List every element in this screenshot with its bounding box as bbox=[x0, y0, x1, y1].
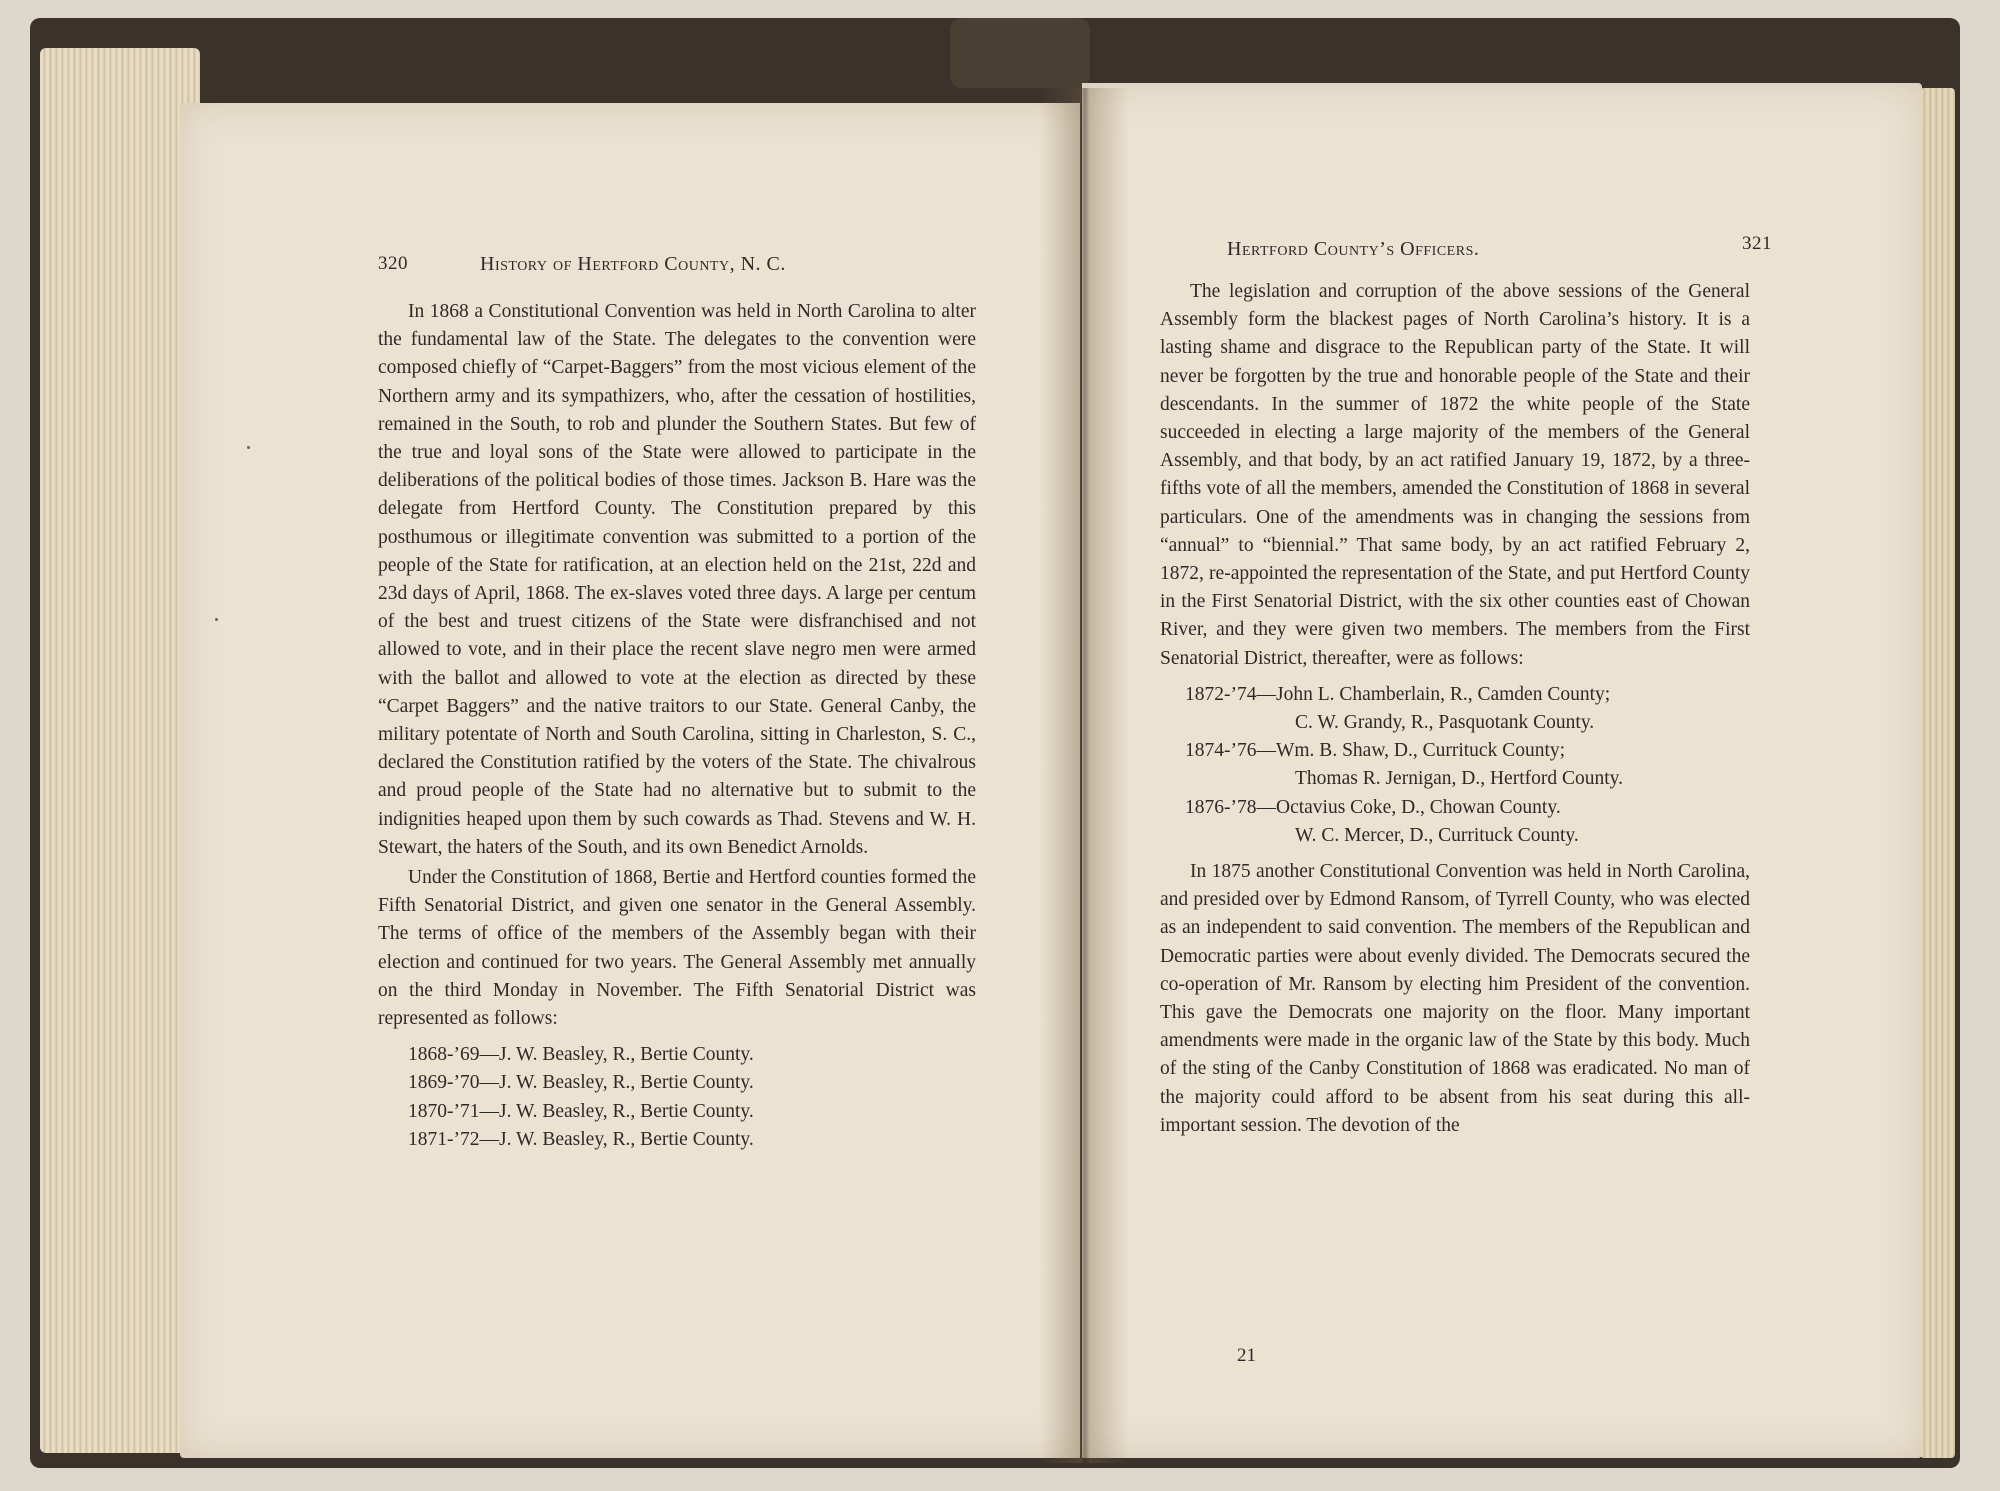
paper-speck bbox=[247, 446, 250, 449]
fifth-district-roster bbox=[378, 1041, 976, 1154]
right-page bbox=[1082, 83, 1922, 1458]
left-paragraph-1: In 1868 a Constitutional Convention was held in North Carolina to alter the fundamental law of the State. The delegates to the convention were composed chiefly of “Carpet-Baggers” from the most vicious element of the Northern army and its sympathizers, who, after the cessation of hostilities, remained in the South, to rob and plunder the Southern States. But few of the true and loyal sons of the State were allowed to participate in the deliberations of the political bodies of those times. Jackson B. Hare was the delegate from Hertford County. The Constitution prepared by this posthumous or illegitimate convention was submitted to a portion of the people of the State for ratification, at an election held on the 21st, 22d and 23d days of April, 1868. The ex-slaves voted three days. A large per centum of the best and truest citizens of the State were disfranchised and not allowed to vote, and in their place the recent slave negro men were armed with the ballot and allowed to vote at the election as directed by these “Carpet Baggers” and the native traitors to our State. General Canby, the military potentate of North and South Carolina, sitting in Charleston, S. C., declared the Constitution ratified by the voters of the State. The chivalrous and proud people of the State had no alternative but to submit to the indignities heaped upon them by such cowards as Thad. Stevens and W. H. Stewart, the haters of the South, and its own Benedict Arnolds. bbox=[378, 301, 976, 858]
book-spine bbox=[950, 18, 1090, 88]
roster-entry: W. C. Mercer, D., Currituck County. bbox=[1295, 824, 1579, 846]
roster-entry: C. W. Grandy, R., Pasquotank County. bbox=[1295, 712, 1595, 734]
open-book bbox=[30, 18, 1960, 1473]
roster-entry: 1874-’76—Wm. B. Shaw, D., Currituck County; bbox=[1185, 740, 1566, 762]
roster-entry: 1876-’78—Octavius Coke, D., Chowan County. bbox=[1185, 796, 1561, 818]
right-page-number: 321 bbox=[1742, 233, 1772, 254]
paper-speck bbox=[215, 618, 218, 621]
book-gutter bbox=[1040, 88, 1130, 1463]
right-body bbox=[1160, 278, 1750, 1140]
left-page bbox=[180, 103, 1080, 1458]
roster-entry: 1872-’74—John L. Chamberlain, R., Camden County; bbox=[1185, 683, 1611, 705]
page-edges-left bbox=[40, 48, 200, 1453]
signature-mark: 21 bbox=[1237, 1345, 1256, 1366]
left-body bbox=[378, 298, 976, 1162]
page-edges-right bbox=[1920, 88, 1955, 1458]
roster-entry: 1868-’69—J. W. Beasley, R., Bertie County. bbox=[408, 1044, 754, 1066]
right-running-head: Hertford County’s Officers. bbox=[1227, 238, 1480, 260]
left-paragraph-2: Under the Constitution of 1868, Bertie and Hertford counties formed the Fifth Senatorial District, and given one senator in the General Assembly. The terms of office of the members of the Assembly began with their election and continued for two years. The General Assembly met annually on the third Monday in November. The Fifth Senatorial District was represented as follows: bbox=[378, 867, 976, 1030]
left-running-head: History of Hertford County, N. C. bbox=[480, 253, 786, 275]
right-paragraph-1: The legislation and corruption of the above sessions of the General Assembly form the blackest pages of North Carolina’s history. It is a lasting shame and disgrace to the Republican party of the State. It will never be forgotten by the true and honorable people of the State and their descendants. In the summer of 1872 the white people of the State succeeded in electing a large majority of the members of the General Assembly, and that body, by an act ratified January 19, 1872, by a three-fifths vote of all the members, amended the Constitution of 1868 in several particulars. One of the amendments was in changing the sessions from “annual” to “biennial.” That same body, by an act ratified February 2, 1872, re-appointed the representation of the State, and put Hertford County in the First Senatorial District, with the six other counties east of Chowan River, and they were given two members. The members from the First Senatorial District, thereafter, were as follows: bbox=[1160, 281, 1750, 669]
right-paragraph-2: In 1875 another Constitutional Convention was held in North Carolina, and presided over by Edmond Ransom, of Tyrrell County, who was elected as an independent to said convention. The members of the Republican and Democratic parties were about evenly divided. The Democrats secured the co-operation of Mr. Ransom by electing him President of the convention. This gave the Democrats one majority on the floor. Many important amendments were made in the organic law of the State by this body. Much of the sting of the Canby Constitution of 1868 was eradicated. No man of the majority could afford to be absent from his seat during this all-important session. The devotion of the bbox=[1160, 861, 1750, 1136]
roster-entry: 1870-’71—J. W. Beasley, R., Bertie County. bbox=[408, 1100, 754, 1122]
roster-entry: 1869-’70—J. W. Beasley, R., Bertie County. bbox=[408, 1072, 754, 1094]
roster-entry: 1871-’72—J. W. Beasley, R., Bertie County. bbox=[408, 1128, 754, 1150]
left-page-number: 320 bbox=[378, 253, 408, 274]
roster-entry: Thomas R. Jernigan, D., Hertford County. bbox=[1295, 768, 1624, 790]
first-district-roster bbox=[1160, 681, 1750, 850]
